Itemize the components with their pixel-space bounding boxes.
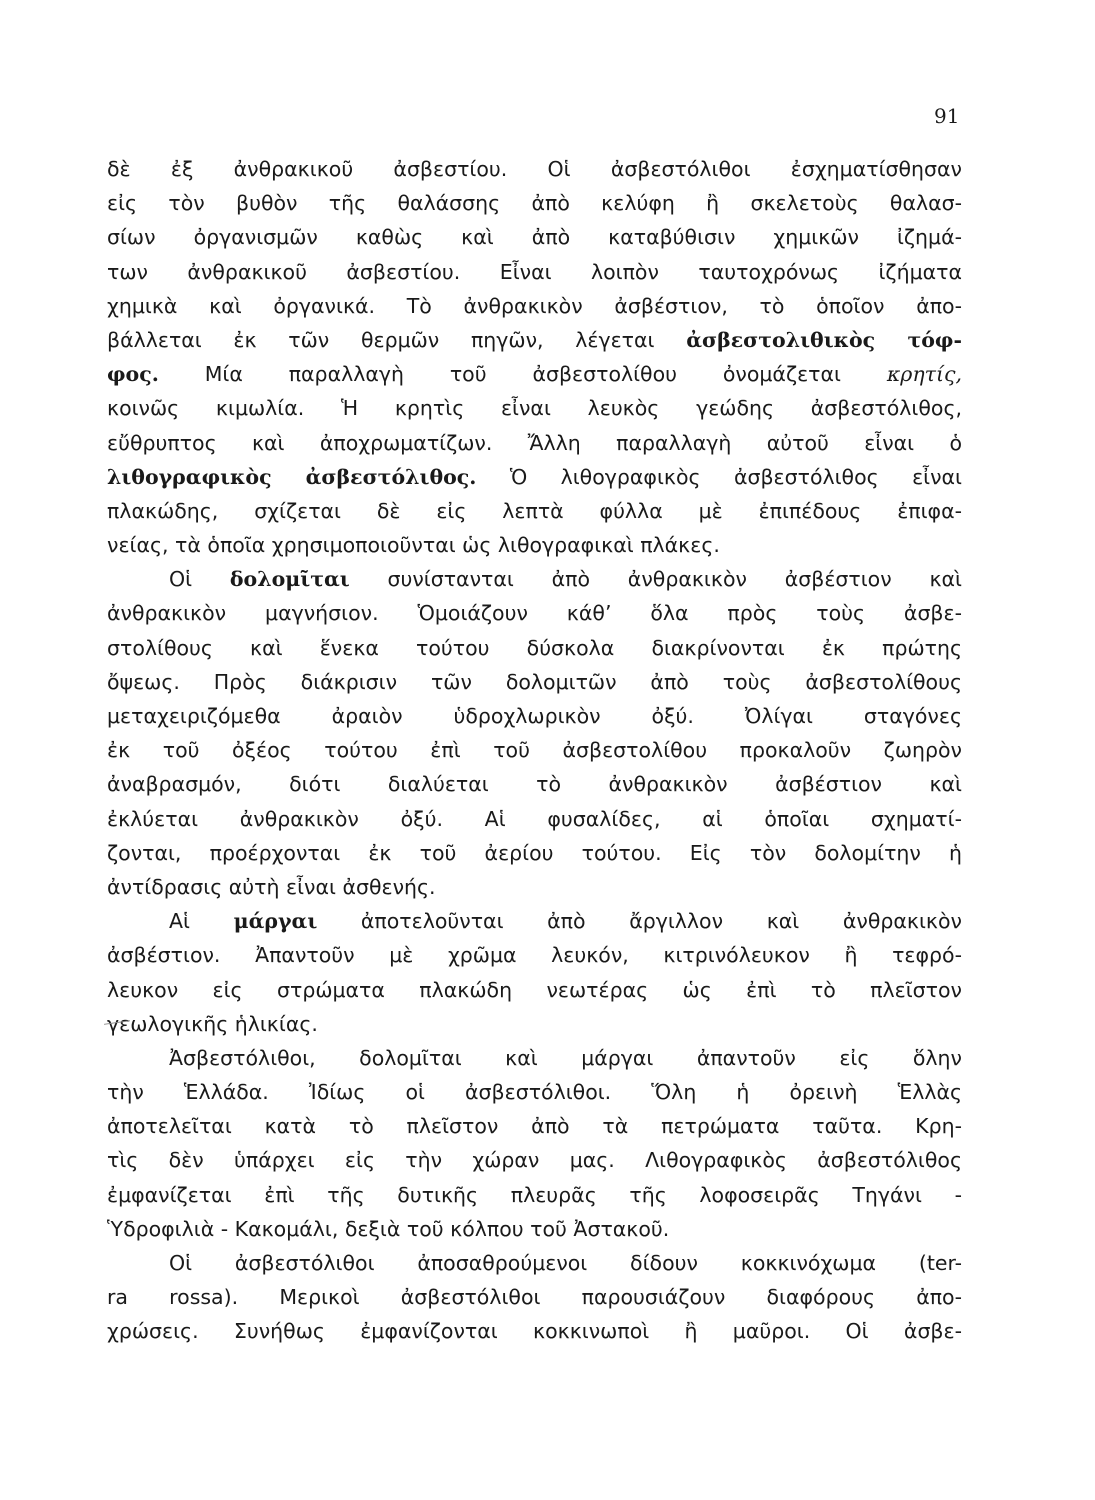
text-run: ἐκλύεται ἀνθρακικὸν ὀξύ. Αἱ φυσαλίδες, αἱ ὁποῖαι σχηματί- [107,806,962,831]
text-line [107,1280,962,1314]
text-run: Οἱ [169,567,230,592]
text-line [107,494,962,528]
text-line [107,596,962,630]
text-run: στολίθους καὶ ἕνεκα τούτου δύσκολα διακρίνονται ἐκ πρώτης [107,635,962,660]
text-run: γεωλογικῆς ἡλικίας. [107,1011,318,1036]
text-run: ἐκ τοῦ ὀξέος τούτου ἐπὶ τοῦ ἀσβεστολίθου προκαλοῦν ζωηρὸν [107,738,962,763]
text-line [107,802,962,836]
text-run: τὶς δὲν ὑπάρχει εἰς τὴν χώραν μας. Λιθογραφικὸς ἀσβεστόλιθος [107,1148,962,1173]
text-line [107,1314,962,1348]
text-run: χημικὰ καὶ ὀργανικά. Τὸ ἀνθρακικὸν ἀσβέστιον, τὸ ὁποῖον ἀπο- [107,293,962,318]
text-line [107,631,962,665]
text-run: των ἀνθρακικοῦ ἀσβεστίου. Εἶναι λοιπὸν ταυτοχρόνως ἰζήματα [107,259,962,284]
text-run: βάλλεται ἐκ τῶν θερμῶν πηγῶν, λέγεται [107,327,687,352]
text-line [107,323,962,357]
text-line [107,870,962,904]
text-line [107,152,962,186]
text-run: ἀνθρακικὸν μαγνήσιον. Ὁμοιάζουν κάθ’ ὅλα πρὸς τοὺς ἀσβε- [107,601,962,626]
text-run: Ἀσβεστόλιθοι, δολομῖται καὶ μάργαι ἀπαντοῦν εἰς ὅλην [169,1045,962,1070]
text-line [107,562,962,596]
text-line [107,1246,962,1280]
text-line [107,733,962,767]
text-line [107,1041,962,1075]
text-line [107,1212,962,1246]
page-number: 91 [934,104,960,128]
text-run: ὄψεως. Πρὸς διάκρισιν τῶν δολομιτῶν ἀπὸ τοὺς ἀσβεστολίθους [107,669,962,694]
text-line [107,528,962,562]
text-line [107,186,962,220]
text-run: Ὑδροφιλιὰ - Κακομάλι, δεξιὰ τοῦ κόλπου τοῦ Ἀστακοῦ. [107,1216,670,1241]
bold-term: μάργαι [233,909,318,934]
text-run: χρώσεις. Συνήθως ἐμφανίζονται κοκκινωποὶ ἢ μαῦροι. Οἱ ἀσβε- [107,1319,962,1344]
text-line [107,973,962,1007]
text-line [107,426,962,460]
text-run: μεταχειριζόμεθα ἀραιὸν ὑδροχλωρικὸν ὀξύ. Ὀλίγαι σταγόνες [107,704,962,728]
text-run: ἀναβρασμόν, διότι διαλύεται τὸ ἀνθρακικὸν ἀσβέστιον καὶ [107,772,962,797]
text-line [107,460,962,494]
text-run: ἀντίδρασις αὐτὴ εἶναι ἀσθενής. [107,874,436,899]
text-line [107,391,962,425]
text-run: εὔθρυπτος καὶ ἀποχρωματίζων. Ἄλλη παραλλαγὴ αὐτοῦ εἶναι ὁ [107,430,962,455]
text-run: ἐμφανίζεται ἐπὶ τῆς δυτικῆς πλευρᾶς τῆς λοφοσειρᾶς Τηγάνι - [107,1182,962,1207]
text-run: εἰς τὸν βυθὸν τῆς θαλάσσης ἀπὸ κελύφη ἢ σκελετοὺς θαλασ- [107,191,962,216]
text-run: ἀσβέστιον. Ἀπαντοῦν μὲ χρῶμα λευκόν, κιτρινόλευκον ἢ τεφρό- [107,943,962,968]
text-line [107,904,962,938]
text-run: σίων ὀργανισμῶν καθὼς καὶ ἀπὸ καταβύθισιν χημικῶν ἰζημά- [107,225,962,250]
text-line [107,220,962,254]
bold-term: φος. [107,362,159,387]
text-run: Ὁ λιθογραφικὸς ἀσβεστόλιθος εἶναι [476,464,962,489]
bold-term: δολομῖται [229,567,350,592]
text-run: Μία παραλλαγὴ τοῦ ἀσβεστολίθου ὀνομάζεται [158,362,887,387]
text-line [107,767,962,801]
text-run: ἀποτελεῖται κατὰ τὸ πλεῖστον ἀπὸ τὰ πετρώματα ταῦτα. Κρη- [107,1114,962,1139]
bold-term: ἀσβεστολιθικὸς τόφ- [686,327,962,352]
text-run: νείας, τὰ ὁποῖα χρησιμοποιοῦνται ὡς λιθογραφικαὶ πλάκες. [107,533,720,558]
text-run: Οἱ ἀσβεστόλιθοι ἀποσαθρούμενοι δίδουν κοκκινόχωμα (ter- [169,1251,962,1275]
text-line [107,1178,962,1212]
text-line [107,836,962,870]
text-run: πλακώδης, σχίζεται δὲ εἰς λεπτὰ φύλλα μὲ ἐπιπέδους ἐπιφα- [107,498,962,523]
text-run: Αἱ [169,909,234,934]
text-run: συνίστανται ἀπὸ ἀνθρακικὸν ἀσβέστιον καὶ [349,567,962,592]
body-text [107,152,962,1349]
text-run: κοινῶς κιμωλία. Ἡ κρητὶς εἶναι λευκὸς γεώδης ἀσβεστόλιθος, [107,396,962,421]
text-line [107,1143,962,1177]
text-line [107,665,962,699]
text-run: λευκον εἰς στρώματα πλακώδη νεωτέρας ὡς ἐπὶ τὸ πλεῖστον [107,977,962,1002]
text-line [107,1075,962,1109]
text-run: ζονται, προέρχονται ἐκ τοῦ ἀερίου τούτου. Εἰς τὸν δολομίτην ἡ [107,840,962,865]
text-run: ra rossa). Μερικοὶ ἀσβεστόλιθοι παρουσιάζουν διαφόρους ἀπο- [107,1285,962,1310]
text-line [107,1109,962,1143]
text-line [107,1007,962,1041]
text-run: τὴν Ἑλλάδα. Ἰδίως οἱ ἀσβεστόλιθοι. Ὅλη ἡ ὀρεινὴ Ἑλλὰς [107,1080,962,1105]
text-line [107,357,962,391]
text-run: δὲ ἐξ ἀνθρακικοῦ ἀσβεστίου. Οἱ ἀσβεστόλιθοι ἐσχηματίσθησαν [107,157,962,181]
text-line [107,289,962,323]
text-run: ἀποτελοῦνται ἀπὸ ἄργιλλον καὶ ἀνθρακικὸν [317,909,962,934]
bold-term: λιθογραφικὸς ἀσβεστόλιθος. [107,464,477,489]
text-line [107,255,962,289]
text-line [107,938,962,972]
italic-term: κρητίς, [886,362,962,387]
text-line [107,699,962,733]
